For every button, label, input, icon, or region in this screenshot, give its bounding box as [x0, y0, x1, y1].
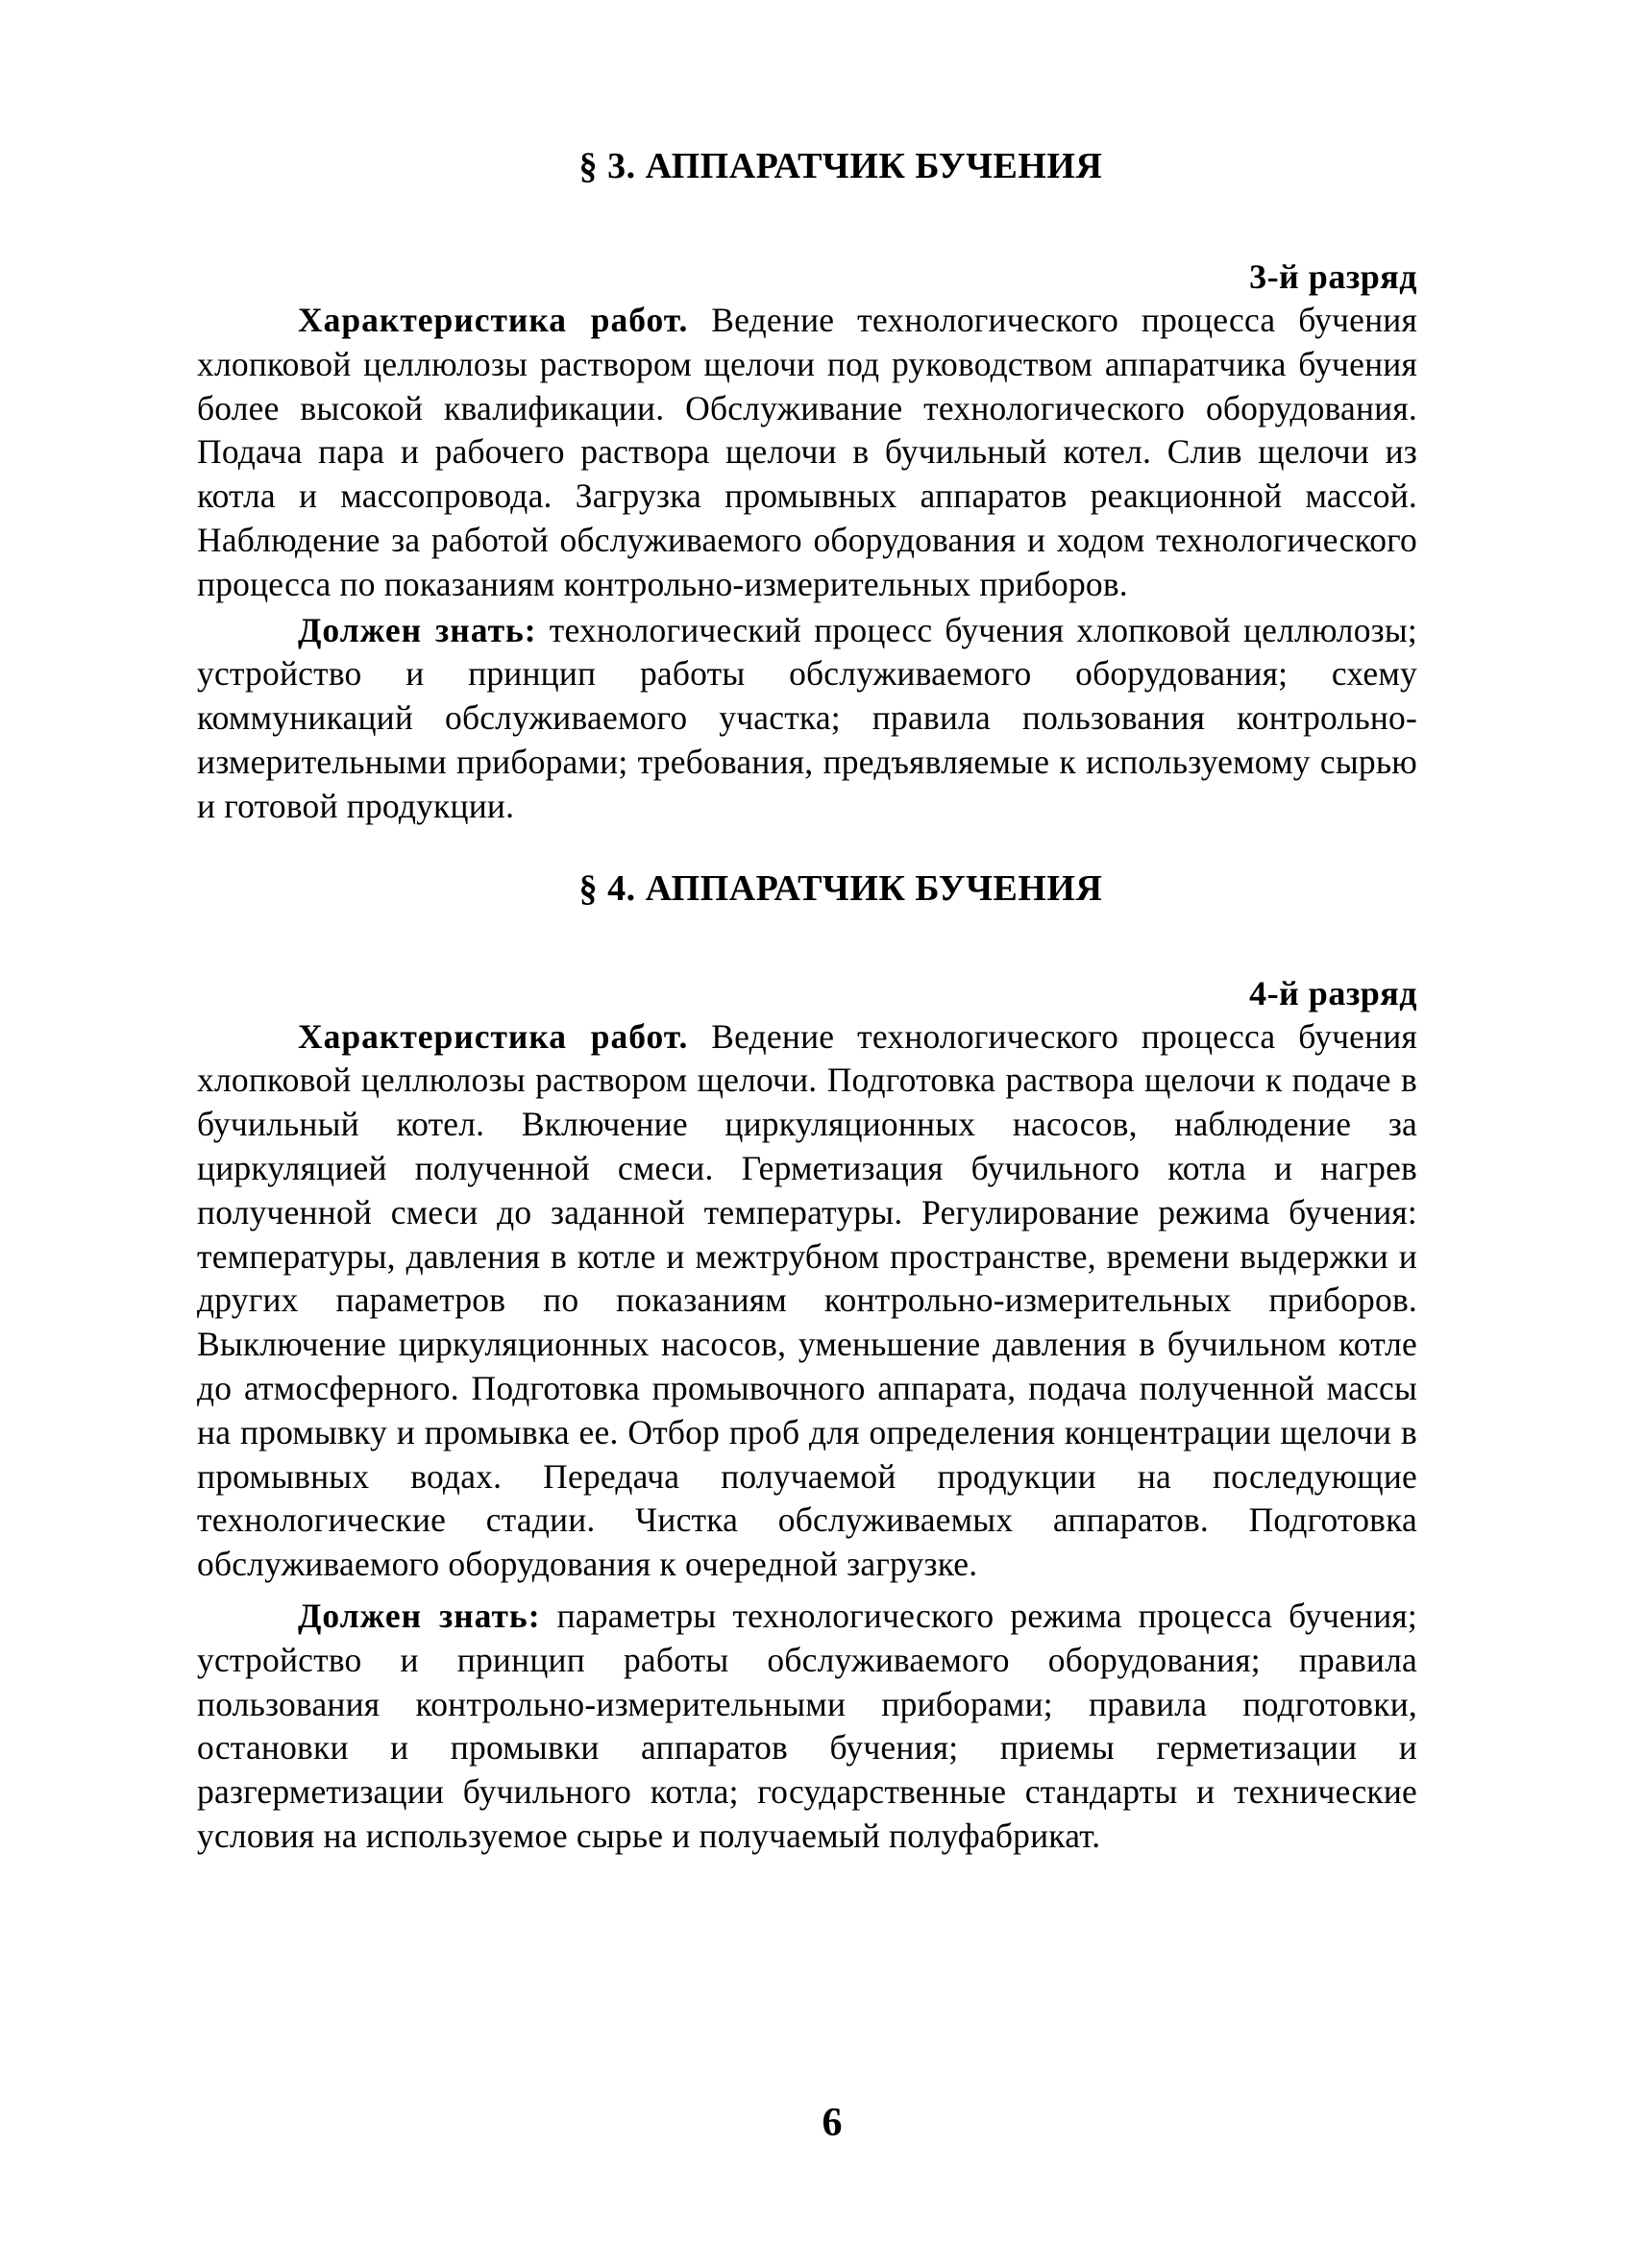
section-3-knows — [197, 609, 1417, 829]
section-4-grade: 4-й разряд — [1249, 973, 1417, 1012]
section-3-grade: 3-й разряд — [1249, 257, 1417, 296]
section-4-knows — [197, 1595, 1417, 1859]
section-3-knows-text: технологический процесс бучения хлопковой целлюлозы; устройство и принцип работы обслуживаемого оборудования; схему коммуникаций обслуживаемого участка; правила пользования контрольно-измерительными приборами; требования, предъявляемые к используемому сырью и готовой продукции. — [197, 610, 1417, 825]
section-4-characteristic-label: Характеристика работ. — [298, 1016, 689, 1056]
section-3-characteristic-text: Ведение технологического процесса бучения хлопковой целлюлозы раствором щелочи под руководством аппаратчика бучения более высокой квалификации. Обслуживание технологического оборудования. Подача пара и рабочего раствора щелочи в бучильный котел. Слив щелочи из котла и массопровода. Загрузка промывных аппаратов реакционной массой. Наблюдение за работой обслуживаемого оборудования и ходом технологического процесса по показаниям контрольно-измерительных приборов. — [197, 301, 1418, 603]
section-4-characteristic-text: Ведение технологического процесса бучения хлопковой целлюлозы раствором щелочи. Подготовка раствора щелочи к подаче в бучильный котел. Включение циркуляционных насосов, наблюдение за циркуляцией полученной смеси. Герметизация бучильного котла и нагрев полученной смеси до заданной температуры. Регулирование режима бучения: температуры, давления в котле и межтрубном пространстве, времени выдержки и других параметров по показаниям контрольно-измерительных приборов. Выключение циркуляционных насосов, уменьшение давления в бучильном котле до атмосферного. Подготовка промывочного аппарата, подача полученной массы на промывку и промывка ее. Отбор проб для определения концентрации щелочи в промывных водах. Передача получаемой продукции на последующие технологические стадии. Чистка обслуживаемых аппаратов. Подготовка обслуживаемого оборудования к очередной загрузке. — [197, 1016, 1418, 1584]
section-3-characteristic-label: Характеристика работ. — [298, 301, 689, 339]
section-4-title: § 4. АППАРАТЧИК БУЧЕНИЯ — [578, 867, 1103, 909]
section-4-knows-label: Должен знать: — [298, 1596, 541, 1635]
section-4-characteristic — [197, 1015, 1417, 1587]
section-3-title: § 3. АППАРАТЧИК БУЧЕНИЯ — [578, 146, 1103, 186]
section-3-characteristic — [197, 299, 1417, 607]
page-content — [197, 130, 1417, 1859]
page-number: 6 — [822, 2101, 843, 2145]
section-3-knows-label: Должен знать: — [298, 610, 537, 649]
section-4-knows-text: параметры технологического режима процесса бучения; устройство и принцип работы обслуживаемого оборудования; правила пользования контрольно-измерительными приборами; правила подготовки, остановки и промывки аппаратов бучения; приемы герметизации и разгерметизации бучильного котла; государственные стандарты и технические условия на используемое сырье и получаемый полуфабрикат. — [197, 1596, 1417, 1855]
